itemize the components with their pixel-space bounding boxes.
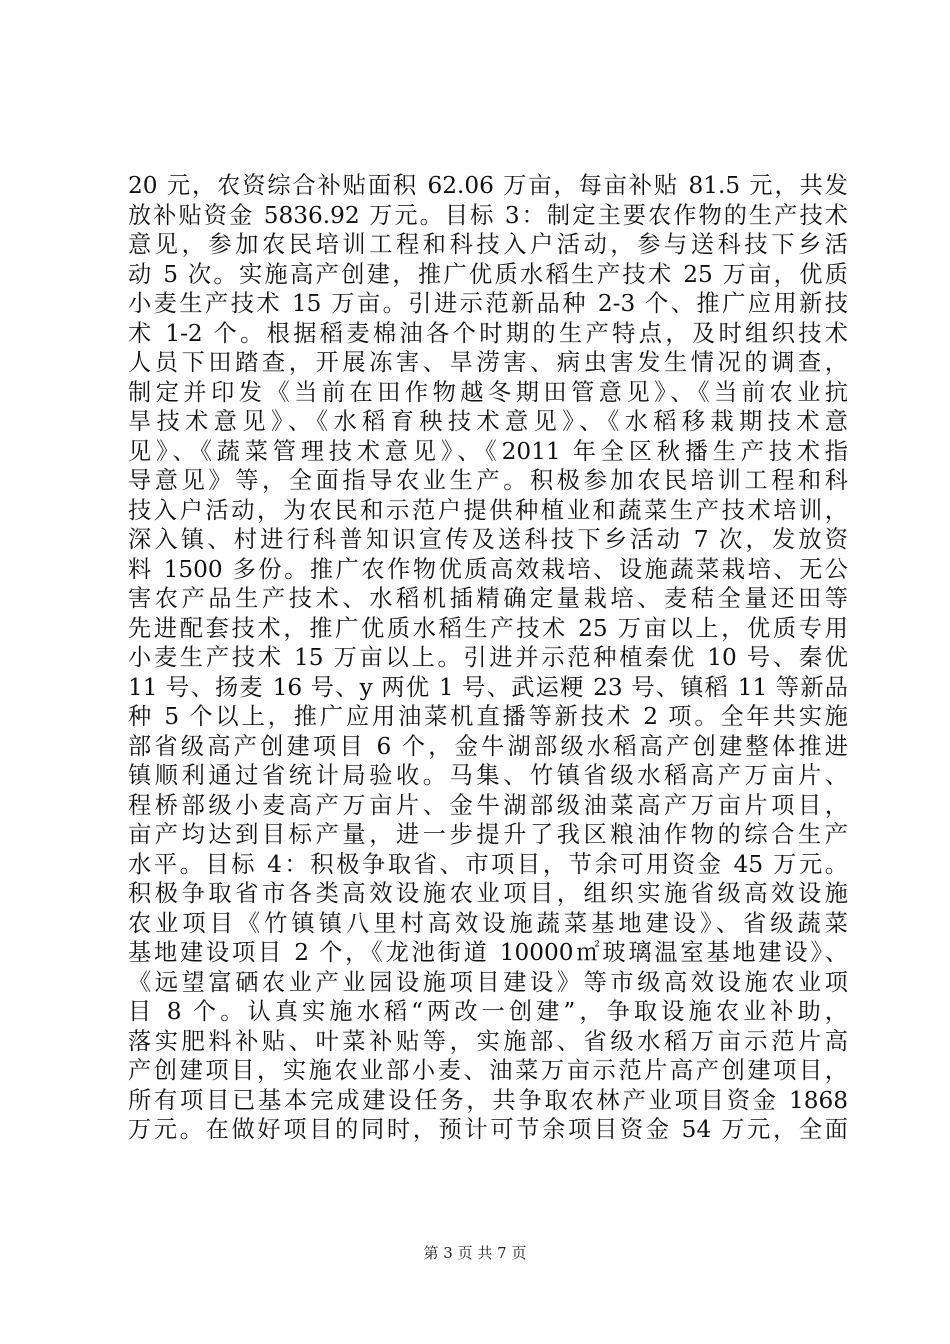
- text-line: 动 5 次。实施高产创建，推广优质水稻生产技术 25 万亩，优质: [128, 260, 848, 288]
- text-line: 程桥部级小麦高产万亩片、金牛湖部级油菜高产万亩片项目，: [128, 791, 848, 819]
- text-line: 小麦生产技术 15 万亩。引进示范新品种 2-3 个、推广应用新技: [128, 290, 848, 317]
- text-line: 目 8 个。认真实施水稻“两改一创建”，争取设施农业补助，: [128, 998, 848, 1025]
- text-line: 种 5 个以上，推广应用油菜机直播等新技术 2 项。全年共实施: [128, 703, 848, 730]
- text-line: 亩产均达到目标产量，进一步提升了我区粮油作物的综合生产: [128, 821, 848, 848]
- text-line: 深入镇、村进行科普知识宣传及送科技下乡活动 7 次，发放资: [128, 526, 848, 553]
- text-line: 落实肥料补贴、叶菜补贴等，实施部、省级水稻万亩示范片高: [128, 1027, 848, 1055]
- page-footer: 第 3 页 共 7 页: [423, 1244, 527, 1262]
- text-line: 放补贴资金 5836.92 万元。目标 3：制定主要农作物的生产技术: [128, 201, 848, 229]
- text-line: 积极争取省市各类高效设施农业项目，组织实施省级高效设施: [128, 880, 848, 907]
- text-line: 农业项目《竹镇镇八里村高效设施蔬菜基地建设》、省级蔬菜: [128, 909, 848, 937]
- text-line: 基地建设项目 2 个，《龙池街道 10000㎡玻璃温室基地建设》、: [128, 939, 848, 966]
- text-line: 意见，参加农民培训工程和科技入户活动，参与送科技下乡活: [128, 231, 848, 258]
- text-line: 先进配套技术，推广优质水稻生产技术 25 万亩以上，优质专用: [128, 614, 848, 642]
- text-line: 水平。目标 4：积极争取省、市项目，节余可用资金 45 万元。: [128, 850, 848, 878]
- text-line: 术 1-2 个。根据稻麦棉油各个时期的生产特点，及时组织技术: [128, 319, 848, 347]
- text-line: 产创建项目，实施农业部小麦、油菜万亩示范片高产创建项目，: [128, 1057, 848, 1084]
- text-line: 见》、《蔬菜管理技术意见》、《2011 年全区秋播生产技术指: [128, 437, 848, 465]
- text-line: 部省级高产创建项目 6 个，金牛湖部级水稻高产创建整体推进: [128, 732, 848, 760]
- text-line: 料 1500 多份。推广农作物优质高效栽培、设施蔬菜栽培、无公: [128, 555, 848, 583]
- text-line: 11 号、扬麦 16 号、y 两优 1 号、武运粳 23 号、镇稻 11 等新品: [128, 673, 848, 701]
- text-line: 小麦生产技术 15 万亩以上。引进并示范种植秦优 10 号、秦优: [128, 644, 848, 671]
- text-line: 害农产品生产技术、水稻机插精确定量栽培、麦秸全量还田等: [128, 585, 848, 612]
- text-line: 技入户活动，为农民和示范户提供种植业和蔬菜生产技术培训，: [128, 496, 848, 524]
- text-line: 导意见》等，全面指导农业生产。积极参加农民培训工程和科: [128, 467, 848, 494]
- text-line: 人员下田踏查，开展冻害、旱涝害、病虫害发生情况的调查，: [128, 349, 848, 376]
- text-line: 镇顺利通过省统计局验收。马集、竹镇省级水稻高产万亩片、: [128, 762, 848, 789]
- text-line: 20 元，农资综合补贴面积 62.06 万亩，每亩补贴 81.5 元，共发: [128, 172, 848, 199]
- text-line: 所有项目已基本完成建设任务，共争取农林产业项目资金 1868: [128, 1086, 848, 1114]
- text-line: 万元。在做好项目的同时，预计可节余项目资金 54 万元，全面: [128, 1116, 848, 1143]
- text-line: 旱技术意见》、《水稻育秧技术意见》、《水稻移栽期技术意: [128, 408, 848, 435]
- text-line: 《远望富硒农业产业园设施项目建设》等市级高效设施农业项: [128, 968, 848, 996]
- text-line: 制定并印发《当前在田作物越冬期田管意见》、《当前农业抗: [128, 378, 848, 406]
- body-text: [128, 171, 848, 1145]
